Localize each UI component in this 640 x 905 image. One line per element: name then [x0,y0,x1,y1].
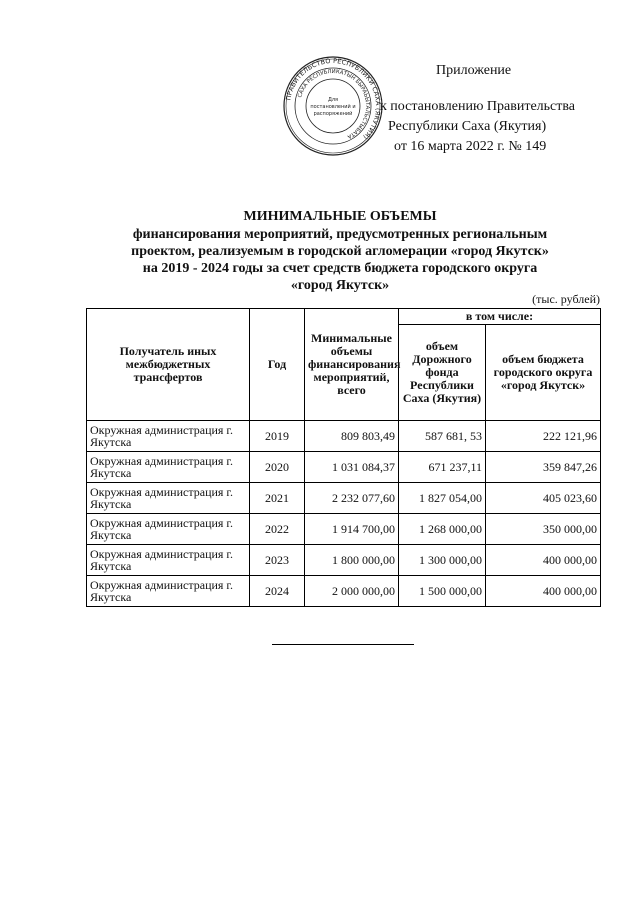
header-total: Минимальные объемы финансирования мероприятий, всего [305,309,399,421]
road-fund-cell: 1 827 054,00 [399,483,486,514]
year-cell: 2019 [250,421,305,452]
year-cell: 2020 [250,452,305,483]
closing-rule [272,644,414,645]
total-cell: 809 803,49 [305,421,399,452]
city-budget-cell: 400 000,00 [486,545,601,576]
svg-text:постановлений и: постановлений и [310,104,356,110]
total-cell: 1 800 000,00 [305,545,399,576]
header-including: в том числе: [399,309,601,325]
republic-name: Республики Саха (Якутия) [388,119,547,134]
recipient-cell: Окружная администрация г. Якутска [87,421,250,452]
header-city-budget: объем бюджета городского округа «город Якутск» [486,325,601,421]
road-fund-cell: 1 268 000,00 [399,514,486,545]
road-fund-cell: 1 300 000,00 [399,545,486,576]
title-line-2: финансирования мероприятий, предусмотренных региональным [132,227,548,242]
title-line-5: «город Якутск» [290,278,390,293]
official-seal-stamp [283,56,383,156]
svg-text:распоряжений: распоряжений [313,111,353,117]
appendix-label: Приложение [436,63,512,78]
year-cell: 2021 [250,483,305,514]
resolution-reference: к постановлению Правительства [380,99,576,114]
recipient-cell: Окружная администрация г. Якутска [87,483,250,514]
header-year: Год [250,309,305,421]
table-row [87,483,601,514]
title-main: МИНИМАЛЬНЫЕ ОБЪЕМЫ [243,209,437,224]
year-cell: 2023 [250,545,305,576]
city-budget-cell: 222 121,96 [486,421,601,452]
table-row [87,545,601,576]
year-cell: 2024 [250,576,305,607]
table-row [87,421,601,452]
table-row [87,452,601,483]
units-label: (тыс. рублей) [532,292,600,306]
city-budget-cell: 350 000,00 [486,514,601,545]
svg-text:ПРАВИТЕЛЬСТВО РЕСПУБЛИКИ САХА: ПРАВИТЕЛЬСТВО РЕСПУБЛИКИ САХА (ЯКУТИЯ) [284,56,383,142]
city-budget-cell: 405 023,60 [486,483,601,514]
table-row [87,514,601,545]
funding-table [86,308,601,607]
recipient-cell: Окружная администрация г. Якутска [87,452,250,483]
year-cell: 2022 [250,514,305,545]
title-line-4: на 2019 - 2024 годы за счет средств бюджета городского округа [142,261,538,276]
total-cell: 1 914 700,00 [305,514,399,545]
total-cell: 2 000 000,00 [305,576,399,607]
document-title [80,208,600,294]
total-cell: 1 031 084,37 [305,452,399,483]
recipient-cell: Окружная администрация г. Якутска [87,545,250,576]
total-cell: 2 232 077,60 [305,483,399,514]
header-road-fund: объем Дорожного фонда Республики Саха (Якутия) [399,325,486,421]
svg-text:САХА РЕСПУБЛИКАТЫН БЫРАЬЫТАЛЬС: САХА РЕСПУБЛИКАТЫН БЫРАЬЫТАЛЬСТЫБАТА [297,68,371,140]
road-fund-cell: 671 237,11 [399,452,486,483]
title-line-3: проектом, реализуемым в городской агломерации «город Якутск» [131,244,549,259]
recipient-cell: Окружная администрация г. Якутска [87,576,250,607]
road-fund-cell: 1 500 000,00 [399,576,486,607]
city-budget-cell: 359 847,26 [486,452,601,483]
svg-text:Для: Для [327,97,339,103]
header-recipient: Получатель иных межбюджетных трансфертов [87,309,250,421]
resolution-date-number: от 16 марта 2022 г. № 149 [394,139,547,154]
table-row [87,576,601,607]
city-budget-cell: 400 000,00 [486,576,601,607]
road-fund-cell: 587 681, 53 [399,421,486,452]
recipient-cell: Окружная администрация г. Якутска [87,514,250,545]
